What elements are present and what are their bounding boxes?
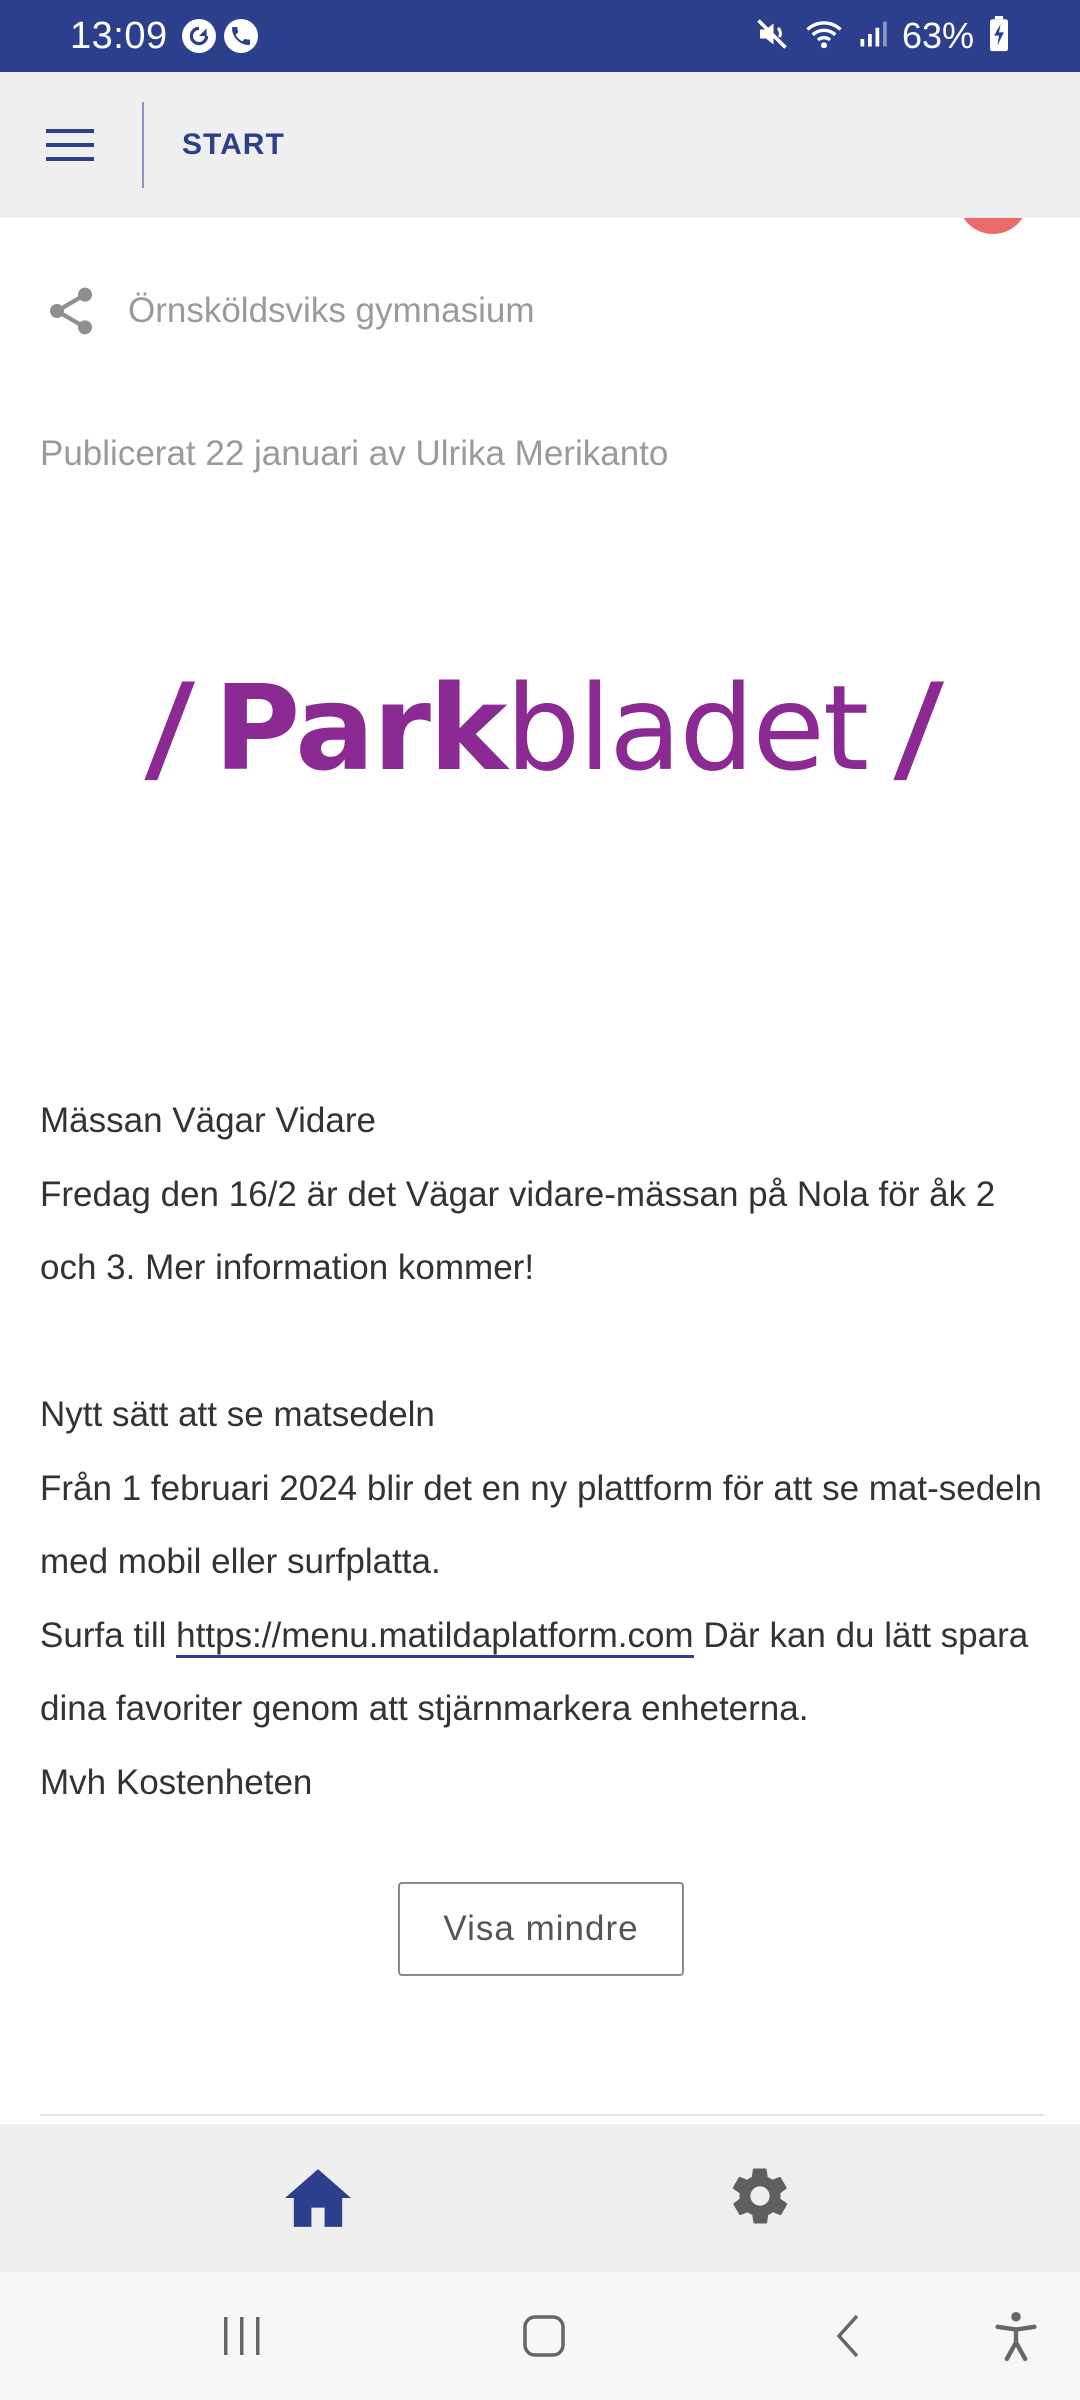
- home-icon: [285, 2169, 351, 2227]
- signature: Mvh Kostenheten: [40, 1762, 313, 1802]
- phone-call-icon: [224, 19, 258, 53]
- nav-settings-button[interactable]: [718, 2154, 802, 2238]
- hamburger-menu-icon: [46, 127, 96, 163]
- paragraph-massan: Fredag den 16/2 är det Vägar vidare-mässan på Nola för åk 2 och 3. Mer information kommer!: [40, 1174, 996, 1287]
- app-bar: [0, 72, 1080, 218]
- heading-matsedeln: Nytt sätt att se matsedeln: [40, 1395, 435, 1434]
- square-home-icon: [522, 2314, 566, 2358]
- parkbladet-logo: [143, 658, 946, 798]
- wifi-icon: [804, 16, 844, 57]
- accessibility-button[interactable]: [986, 2302, 1046, 2370]
- home-system-button[interactable]: [514, 2302, 574, 2370]
- page-title: START: [182, 128, 285, 161]
- menu-link[interactable]: https://menu.matildaplatform.com: [176, 1616, 693, 1658]
- content-divider: [40, 2114, 1044, 2116]
- nav-home-button[interactable]: [278, 2158, 358, 2238]
- paragraph-gap: [40, 1305, 1050, 1379]
- status-time: 13:09: [70, 14, 168, 57]
- post-source-row: [40, 280, 535, 342]
- logo-bold-text: Park: [213, 659, 506, 797]
- share-icon: [43, 281, 99, 341]
- mute-icon: [754, 16, 790, 57]
- bottom-navigation: [0, 2124, 1080, 2272]
- signal-icon: [858, 18, 888, 55]
- logo-slash-right: /: [892, 658, 946, 798]
- notification-badge[interactable]: [958, 218, 1028, 234]
- recent-apps-icon: [220, 2315, 264, 2357]
- logo-slash-left: /: [143, 658, 197, 798]
- post-source: Örnsköldsviks gymnasium: [128, 291, 535, 330]
- system-navigation-bar: [0, 2272, 1080, 2400]
- paragraph-surfa: [40, 1599, 1050, 1746]
- back-chevron-icon: [833, 2312, 863, 2360]
- post-body: [40, 1084, 1050, 1819]
- battery-percent: 63%: [901, 15, 974, 56]
- battery-charging-icon: [988, 16, 1010, 57]
- accessibility-icon: [994, 2311, 1038, 2361]
- post-published: Publicerat 22 januari av Ulrika Merikanto: [40, 434, 669, 473]
- show-less-button[interactable]: Visa mindre: [398, 1882, 684, 1976]
- paragraph-matsedeln: Från 1 februari 2024 blir det en ny plattform för att se mat-sedeln med mobil eller surfplatta.: [40, 1468, 1042, 1581]
- heading-massan: Mässan Vägar Vidare: [40, 1101, 376, 1140]
- share-button[interactable]: [40, 280, 102, 342]
- back-button[interactable]: [818, 2302, 878, 2370]
- surfa-suffix: Där kan du lätt spara dina favoriter genom att stjärnmarkera enheterna.: [40, 1615, 1029, 1728]
- logo-light-text: bladet: [505, 659, 868, 797]
- status-bar: [0, 0, 1080, 72]
- recent-apps-button[interactable]: [212, 2302, 272, 2370]
- gear-icon: [727, 2163, 793, 2229]
- post-content[interactable]: [0, 218, 1080, 2124]
- status-notification-icons: [182, 19, 258, 53]
- surfa-prefix: Surfa till: [40, 1615, 177, 1655]
- menu-button[interactable]: [0, 72, 142, 218]
- status-system-icons: [754, 15, 1010, 57]
- app-bar-divider: [142, 102, 144, 188]
- sync-icon: [182, 19, 216, 53]
